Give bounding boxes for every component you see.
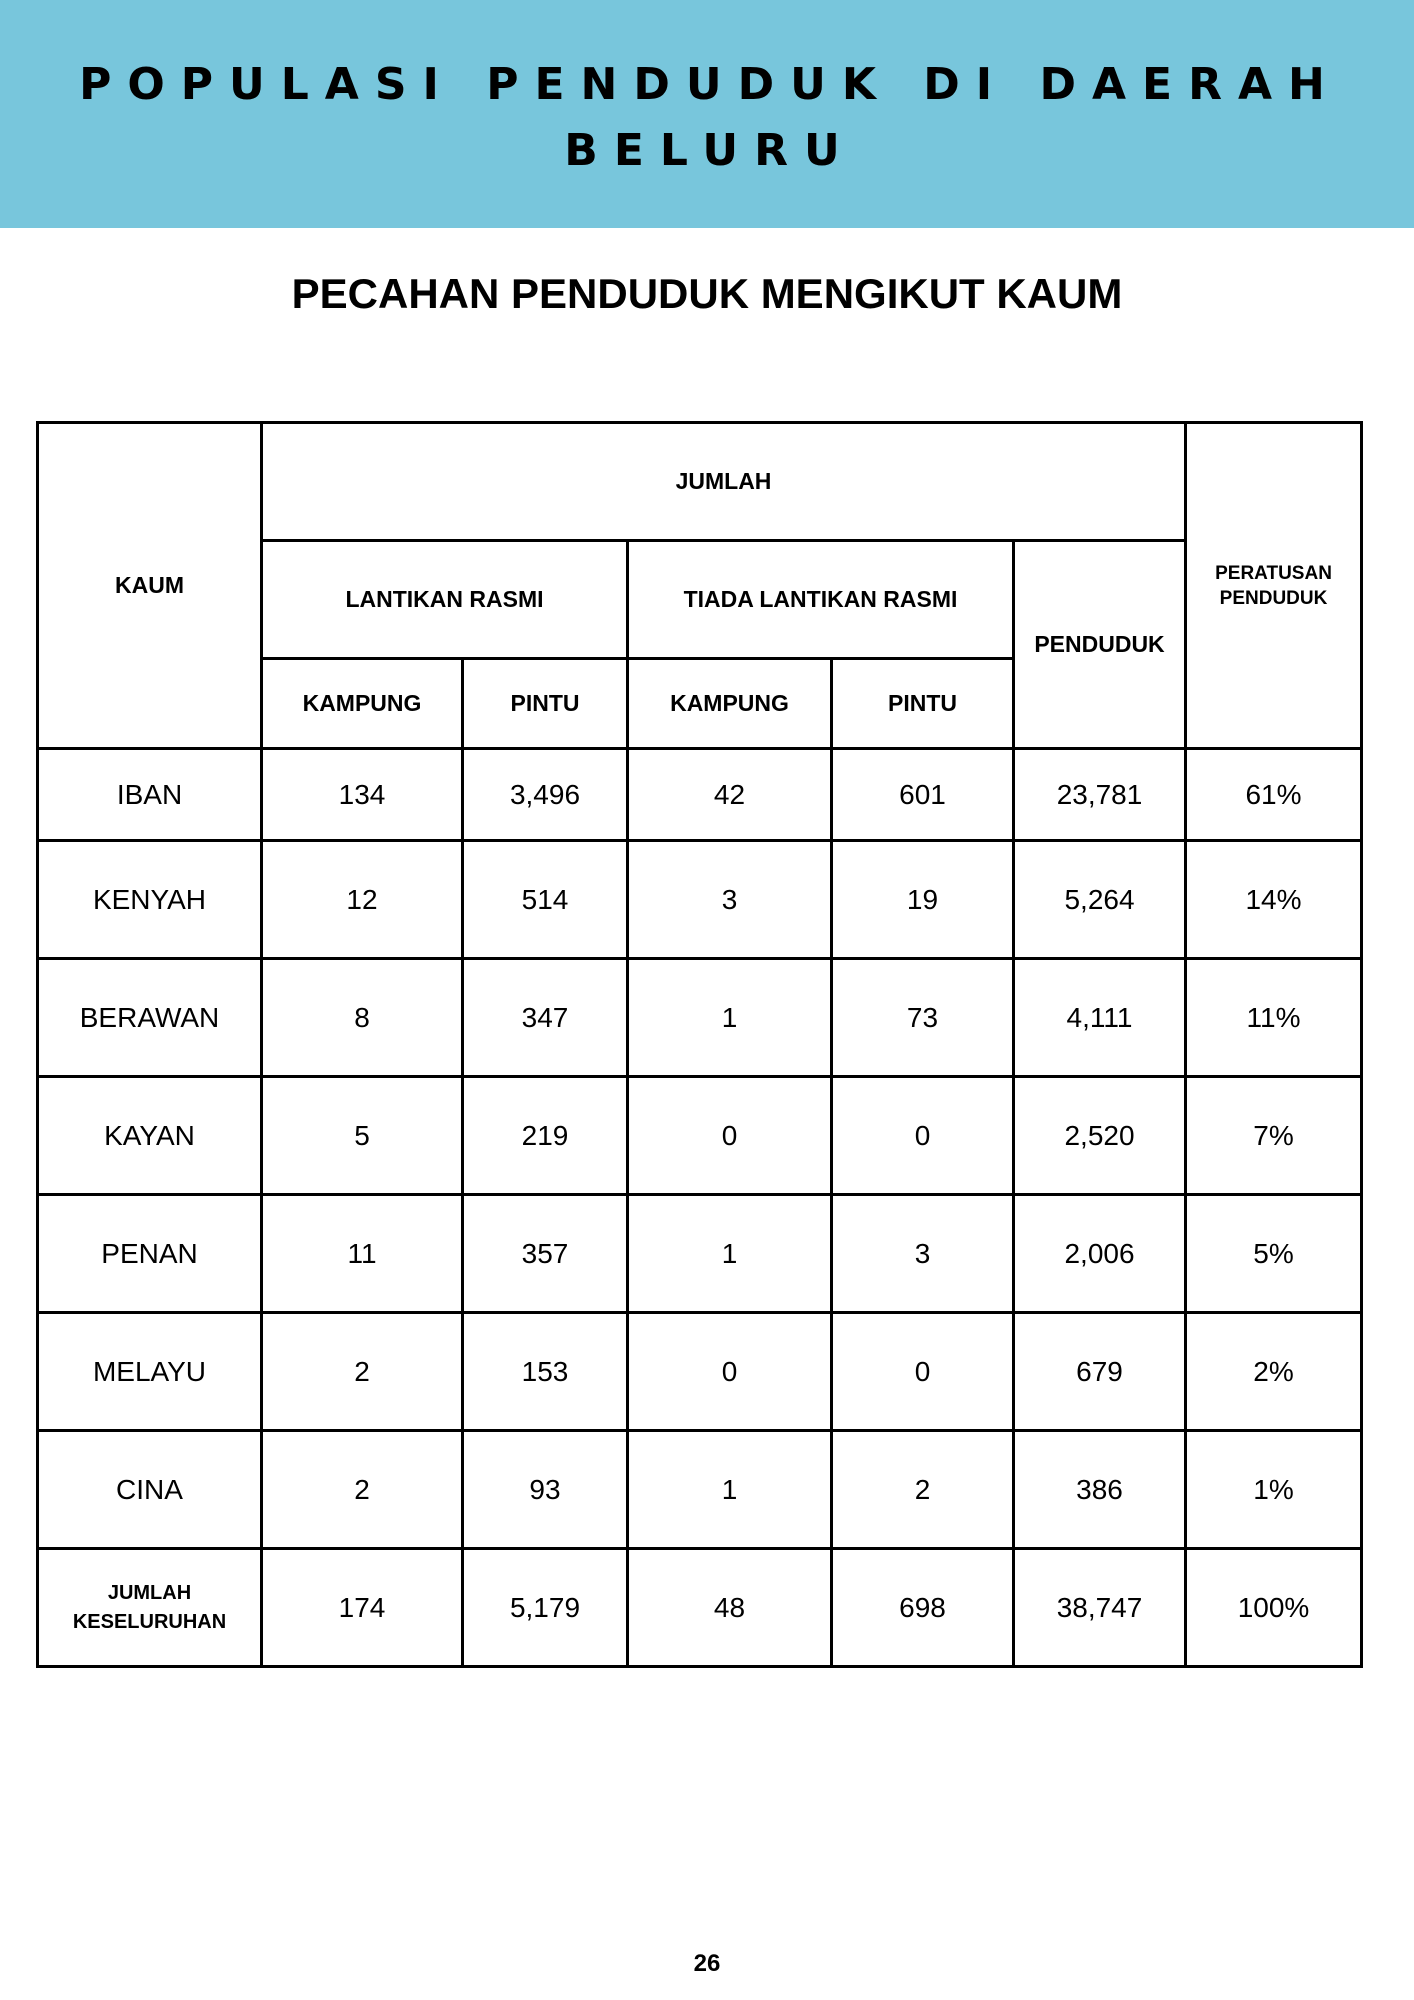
cell-pintu-rasmi: 347 bbox=[463, 959, 628, 1077]
cell-penduduk: 2,006 bbox=[1014, 1195, 1186, 1313]
cell-kaum: MELAYU bbox=[38, 1313, 262, 1431]
cell-kampung-tiada: 1 bbox=[628, 1431, 832, 1549]
cell-pintu-tiada: 2 bbox=[832, 1431, 1014, 1549]
title-banner bbox=[0, 0, 1414, 228]
cell-pintu-tiada: 0 bbox=[832, 1077, 1014, 1195]
header-pintu-tiada: PINTU bbox=[832, 659, 1014, 749]
header-pintu-rasmi: PINTU bbox=[463, 659, 628, 749]
cell-kampung-tiada: 0 bbox=[628, 1313, 832, 1431]
cell-pintu-tiada: 19 bbox=[832, 841, 1014, 959]
cell-kampung-rasmi: 11 bbox=[262, 1195, 463, 1313]
cell-pintu-rasmi: 93 bbox=[463, 1431, 628, 1549]
total-peratus: 100% bbox=[1186, 1549, 1362, 1667]
cell-kaum: KAYAN bbox=[38, 1077, 262, 1195]
cell-penduduk: 4,111 bbox=[1014, 959, 1186, 1077]
cell-kaum: CINA bbox=[38, 1431, 262, 1549]
cell-peratus: 2% bbox=[1186, 1313, 1362, 1431]
total-label: JUMLAH KESELURUHAN bbox=[38, 1549, 262, 1667]
cell-penduduk: 23,781 bbox=[1014, 749, 1186, 841]
cell-pintu-rasmi: 514 bbox=[463, 841, 628, 959]
table-row bbox=[38, 1313, 1362, 1431]
cell-peratus: 11% bbox=[1186, 959, 1362, 1077]
cell-peratus: 61% bbox=[1186, 749, 1362, 841]
cell-kampung-tiada: 3 bbox=[628, 841, 832, 959]
header-kaum: KAUM bbox=[38, 423, 262, 749]
cell-pintu-rasmi: 153 bbox=[463, 1313, 628, 1431]
header-row-1 bbox=[38, 423, 1362, 541]
total-kampung-tiada: 48 bbox=[628, 1549, 832, 1667]
cell-pintu-tiada: 601 bbox=[832, 749, 1014, 841]
cell-pintu-rasmi: 3,496 bbox=[463, 749, 628, 841]
cell-penduduk: 679 bbox=[1014, 1313, 1186, 1431]
cell-kaum: KENYAH bbox=[38, 841, 262, 959]
cell-peratus: 7% bbox=[1186, 1077, 1362, 1195]
cell-penduduk: 2,520 bbox=[1014, 1077, 1186, 1195]
cell-kampung-tiada: 0 bbox=[628, 1077, 832, 1195]
header-lantikan-rasmi: LANTIKAN RASMI bbox=[262, 541, 628, 659]
section-subtitle: PECAHAN PENDUDUK MENGIKUT KAUM bbox=[291, 270, 1123, 317]
page-title: POPULASI PENDUDUK DI DAERAH BELURU bbox=[79, 59, 1341, 176]
cell-peratus: 14% bbox=[1186, 841, 1362, 959]
header-peratusan-penduduk: PERATUSAN PENDUDUK bbox=[1186, 423, 1362, 749]
table-body bbox=[38, 423, 1362, 1667]
cell-kampung-tiada: 42 bbox=[628, 749, 832, 841]
total-pintu-tiada: 698 bbox=[832, 1549, 1014, 1667]
cell-peratus: 1% bbox=[1186, 1431, 1362, 1549]
table-row bbox=[38, 1431, 1362, 1549]
cell-kaum: IBAN bbox=[38, 749, 262, 841]
header-kampung-tiada: KAMPUNG bbox=[628, 659, 832, 749]
cell-kaum: PENAN bbox=[38, 1195, 262, 1313]
table-row bbox=[38, 749, 1362, 841]
cell-kampung-rasmi: 12 bbox=[262, 841, 463, 959]
table-row bbox=[38, 959, 1362, 1077]
cell-penduduk: 5,264 bbox=[1014, 841, 1186, 959]
total-kampung-rasmi: 174 bbox=[262, 1549, 463, 1667]
cell-pintu-tiada: 73 bbox=[832, 959, 1014, 1077]
cell-kampung-rasmi: 2 bbox=[262, 1313, 463, 1431]
cell-penduduk: 386 bbox=[1014, 1431, 1186, 1549]
cell-kampung-tiada: 1 bbox=[628, 1195, 832, 1313]
header-penduduk: PENDUDUK bbox=[1014, 541, 1186, 749]
cell-peratus: 5% bbox=[1186, 1195, 1362, 1313]
header-jumlah: JUMLAH bbox=[262, 423, 1186, 541]
total-pintu-rasmi: 5,179 bbox=[463, 1549, 628, 1667]
header-tiada-lantikan-rasmi: TIADA LANTIKAN RASMI bbox=[628, 541, 1014, 659]
total-penduduk: 38,747 bbox=[1014, 1549, 1186, 1667]
table-row bbox=[38, 1077, 1362, 1195]
cell-kampung-rasmi: 2 bbox=[262, 1431, 463, 1549]
population-table bbox=[36, 421, 1363, 1668]
header-kampung-rasmi: KAMPUNG bbox=[262, 659, 463, 749]
cell-pintu-rasmi: 357 bbox=[463, 1195, 628, 1313]
table-row bbox=[38, 841, 1362, 959]
cell-kaum: BERAWAN bbox=[38, 959, 262, 1077]
cell-kampung-tiada: 1 bbox=[628, 959, 832, 1077]
cell-kampung-rasmi: 134 bbox=[262, 749, 463, 841]
cell-pintu-rasmi: 219 bbox=[463, 1077, 628, 1195]
page-number: 26 bbox=[693, 1950, 721, 1977]
cell-kampung-rasmi: 5 bbox=[262, 1077, 463, 1195]
cell-kampung-rasmi: 8 bbox=[262, 959, 463, 1077]
table-row bbox=[38, 1195, 1362, 1313]
cell-pintu-tiada: 3 bbox=[832, 1195, 1014, 1313]
total-row bbox=[38, 1549, 1362, 1667]
cell-pintu-tiada: 0 bbox=[832, 1313, 1014, 1431]
